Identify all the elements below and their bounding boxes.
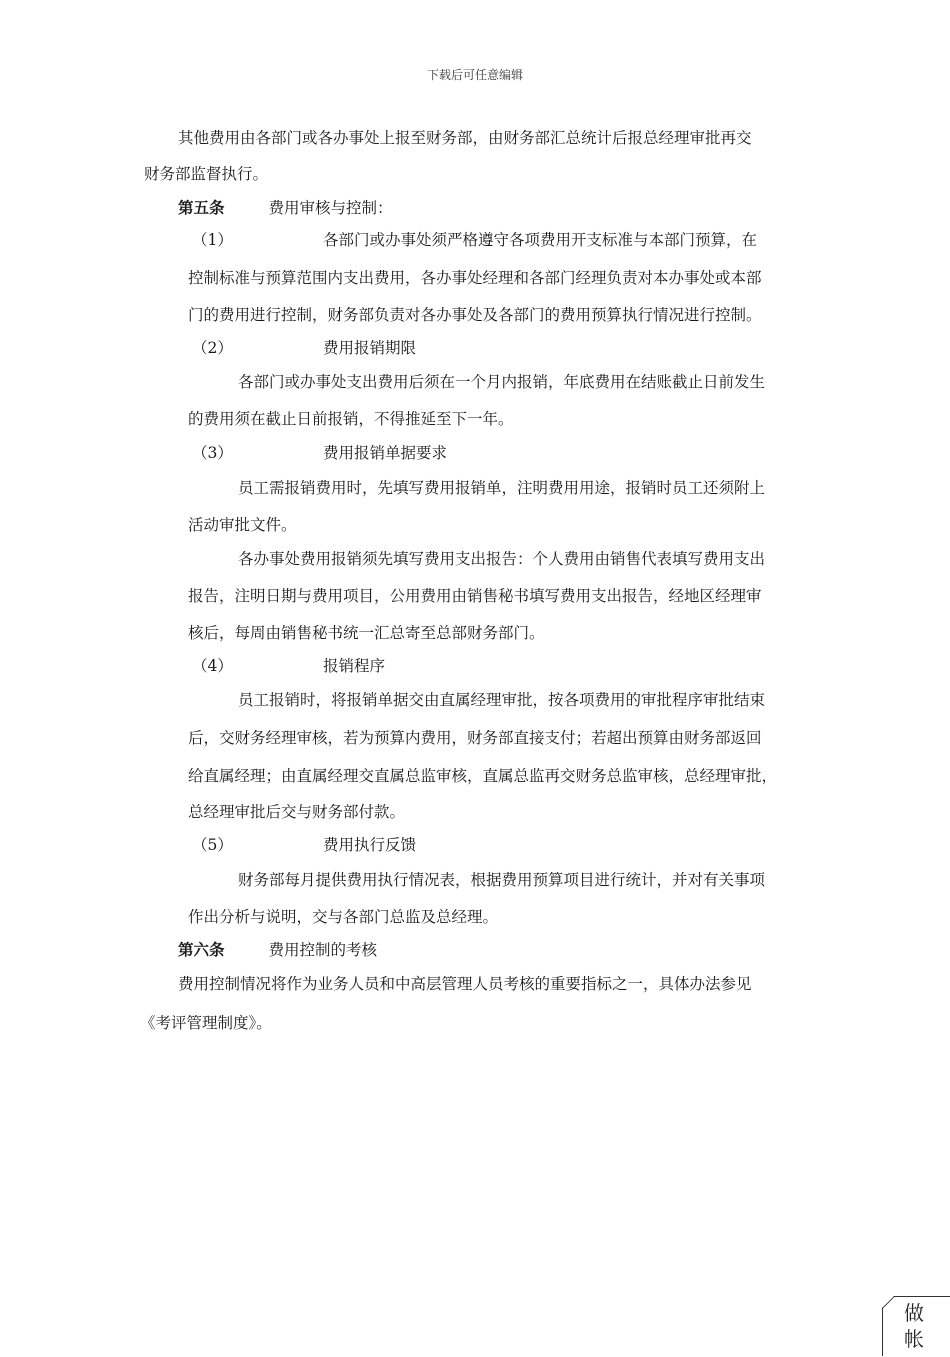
article-6-line-1: 费用控制情况将作为业务人员和中高层管理人员考核的重要指标之一，具体办法参见	[178, 975, 752, 993]
item-2-line-2: 的费用须在截止日前报销，不得推延至下一年。	[188, 410, 514, 428]
item-3-title: 费用报销单据要求	[323, 444, 448, 462]
page-header-note: 下载后可任意编辑	[426, 68, 523, 82]
item-3-p1-line-1: 员工需报销费用时，先填写费用报销单，注明费用用途，报销时员工还须附上	[238, 479, 766, 497]
item-3-p2-line-3: 核后，每周由销售秘书统一汇总寄至总部财务部门。	[188, 624, 545, 642]
item-2-number: （2）	[192, 339, 233, 357]
item-4-line-3: 给直属经理；由直属经理交直属总监审核，直属总监再交财务总监审核，总经理审批，	[188, 767, 778, 785]
item-1-number: （1）	[192, 231, 233, 249]
item-5-line-2: 作出分析与说明，交与各部门总监及总经理。	[188, 908, 499, 926]
corner-tab-label: 做帐	[904, 1301, 924, 1351]
item-4-line-1: 员工报销时，将报销单据交由直属经理审批，按各项费用的审批程序审批结束	[238, 691, 766, 709]
article-6-title: 费用控制的考核	[268, 941, 378, 959]
item-4-line-2: 后，交财务经理审核，若为预算内费用，财务部直接支付；若超出预算由财务部返回	[188, 729, 762, 747]
item-1-line-1: 各部门或办事处须严格遵守各项费用开支标准与本部门预算，在	[323, 231, 758, 249]
item-3-p2-line-2: 报告，注明日期与费用项目，公用费用由销售秘书填写费用支出报告，经地区经理审	[188, 587, 762, 605]
article-6-label: 第六条	[178, 940, 225, 959]
item-5-line-1: 财务部每月提供费用执行情况表，根据费用预算项目进行统计，并对有关事项	[238, 871, 766, 889]
article-5-title: 费用审核与控制：	[268, 199, 393, 217]
intro-line-2: 财务部监督执行。	[144, 165, 269, 183]
article-5-heading	[178, 198, 393, 218]
item-1-line-2: 控制标准与预算范围内支出费用，各办事处经理和各部门经理负责对本办事处或本部	[188, 269, 762, 287]
article-6-line-2: 《考评管理制度》。	[140, 1014, 272, 1032]
article-5-label: 第五条	[178, 198, 225, 217]
item-4-number: （4）	[192, 657, 233, 675]
intro-line-1: 其他费用由各部门或各办事处上报至财务部，由财务部汇总统计后报总经理审批再交	[178, 129, 752, 147]
item-5-number: （5）	[192, 836, 233, 854]
item-2-title: 费用报销期限	[323, 339, 417, 357]
article-6-heading	[178, 940, 377, 960]
item-2-line-1: 各部门或办事处支出费用后须在一个月内报销，年底费用在结账截止日前发生	[238, 373, 766, 391]
item-3-p2-line-1: 各办事处费用报销须先填写费用支出报告：个人费用由销售代表填写费用支出	[238, 550, 766, 568]
item-1-line-3: 门的费用进行控制，财务部负责对各办事处及各部门的费用预算执行情况进行控制。	[188, 306, 762, 324]
item-4-line-4: 总经理审批后交与财务部付款。	[188, 803, 406, 821]
item-4-title: 报销程序	[323, 657, 386, 675]
item-3-p1-line-2: 活动审批文件。	[188, 516, 297, 534]
item-3-number: （3）	[192, 444, 233, 462]
item-5-title: 费用执行反馈	[323, 836, 417, 854]
